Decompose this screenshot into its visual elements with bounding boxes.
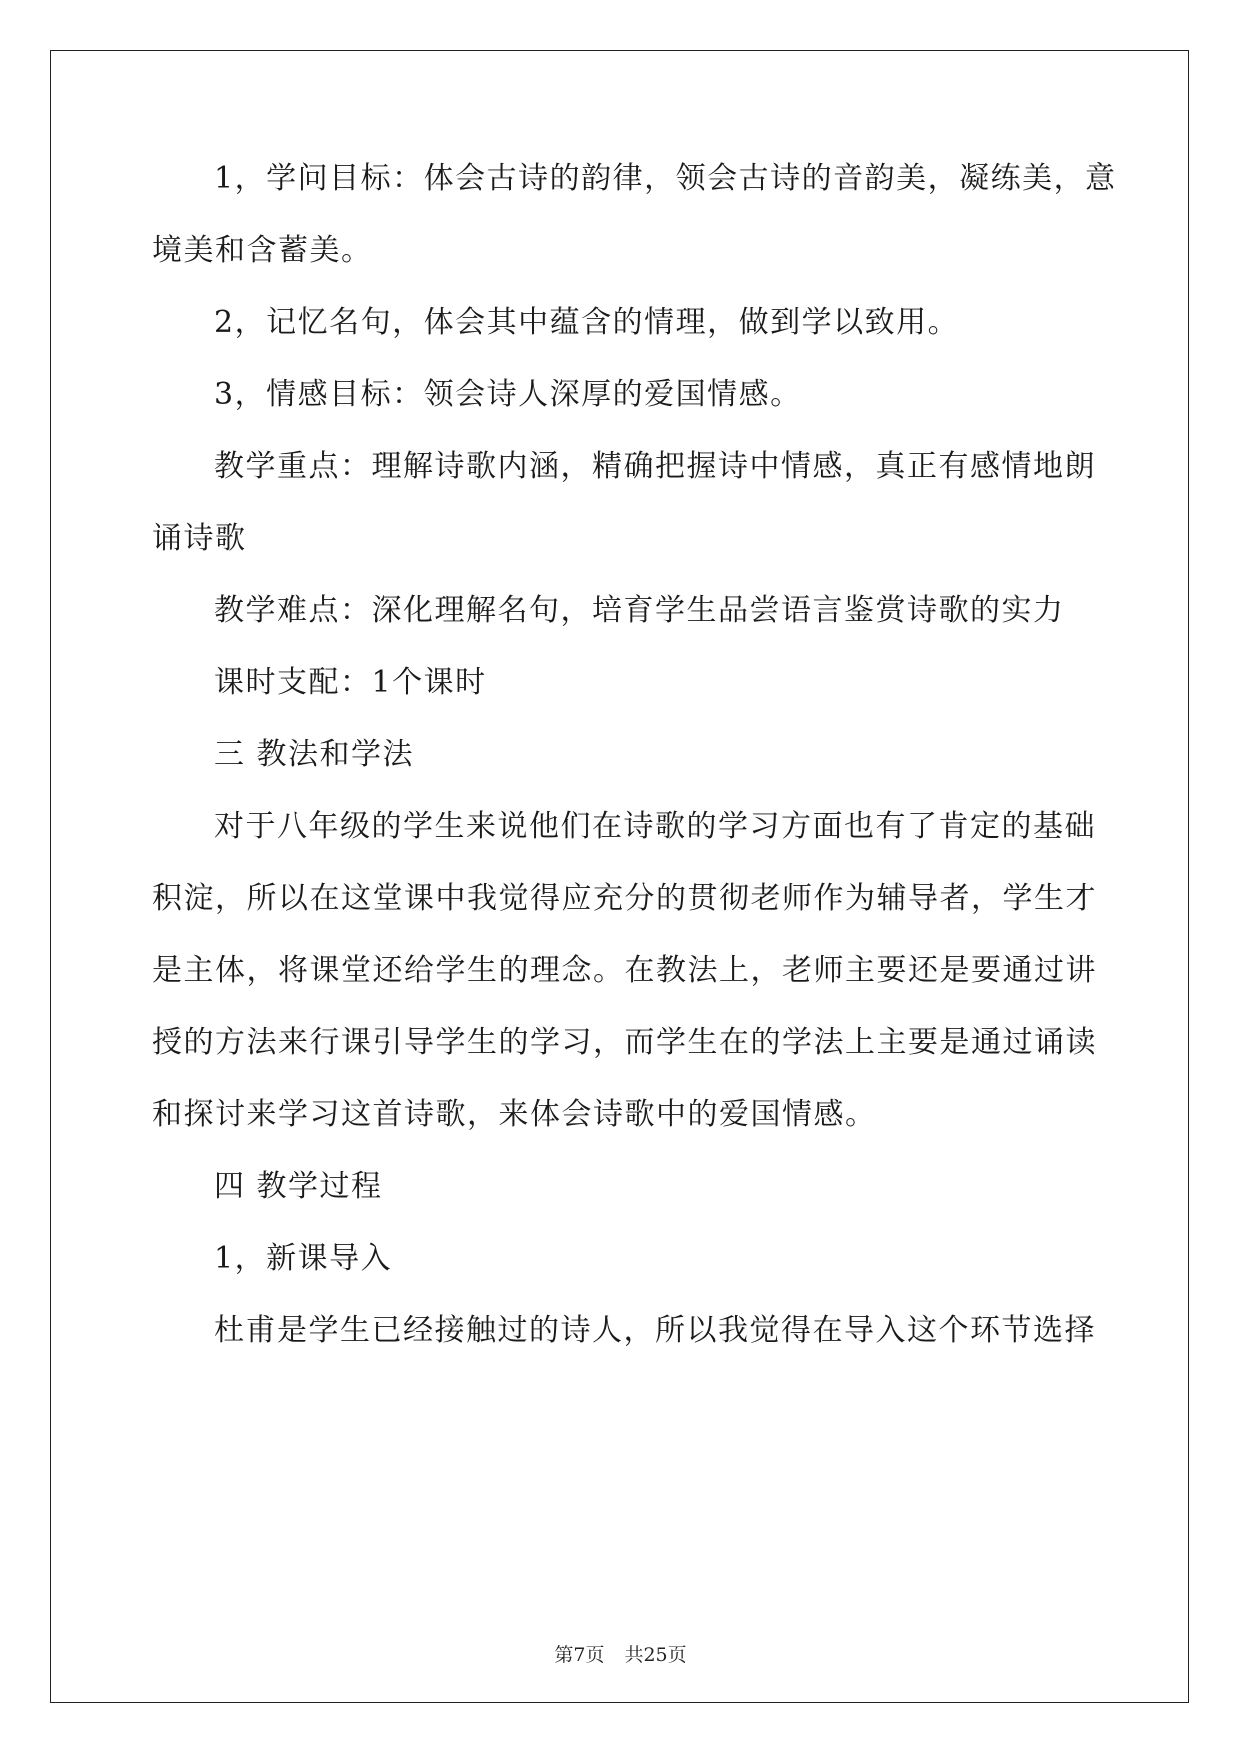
text-line: 境美和含蓄美。 (152, 233, 373, 268)
section-heading: 四 教学过程 (214, 1169, 383, 1204)
text-line: 杜甫是学生已经接触过的诗人，所以我觉得在导入这个环节选择 (214, 1313, 1096, 1348)
page-footer (0, 1640, 1241, 1667)
text-line: 和探讨来学习这首诗歌，来体会诗歌中的爱国情感。 (152, 1097, 877, 1132)
text-line: 是主体，将课堂还给学生的理念。在教法上，老师主要还是要通过讲 (152, 953, 1097, 988)
text-line: 积淀，所以在这堂课中我觉得应充分的贯彻老师作为辅导者，学生才 (152, 881, 1097, 916)
page-border (50, 50, 1189, 1703)
text-line: 课时支配：1个课时 (214, 665, 487, 700)
text-line: 1，学问目标：体会古诗的韵律，领会古诗的音韵美，凝练美，意 (214, 161, 1117, 196)
section-heading: 三 教法和学法 (214, 737, 415, 772)
page-total: 共25页 (624, 1644, 687, 1666)
text-line: 教学难点：深化理解名句，培育学生品尝语言鉴赏诗歌的实力 (214, 593, 1065, 628)
text-line: 授的方法来行课引导学生的学习，而学生在的学法上主要是通过诵读 (152, 1025, 1097, 1060)
text-line: 对于八年级的学生来说他们在诗歌的学习方面也有了肯定的基础 (214, 809, 1096, 844)
text-line: 3，情感目标：领会诗人深厚的爱国情感。 (214, 377, 802, 412)
page-number: 第7页 (554, 1644, 605, 1666)
text-line: 教学重点：理解诗歌内涵，精确把握诗中情感，真正有感情地朗 (214, 449, 1096, 484)
text-line: 诵诗歌 (152, 521, 247, 556)
subsection-heading: 1，新课导入 (214, 1241, 393, 1276)
text-line: 2，记忆名句，体会其中蕴含的情理，做到学以致用。 (214, 305, 960, 340)
